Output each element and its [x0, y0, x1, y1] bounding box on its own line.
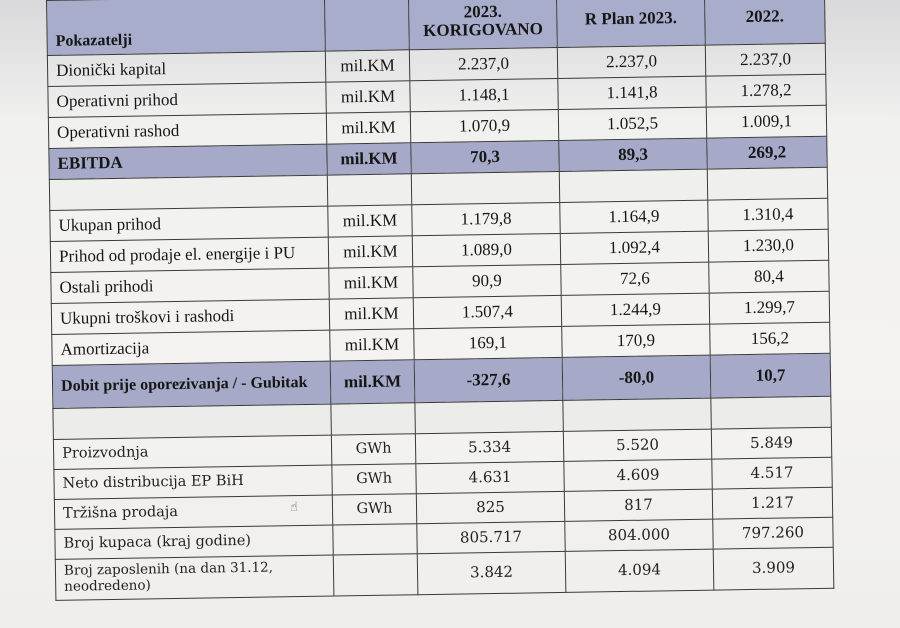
- value-plan-2023: 1.141,8: [558, 76, 706, 109]
- value-2022: 3.909: [713, 547, 834, 590]
- row-unit: GWh: [331, 434, 415, 465]
- value-plan-2023: 4.094: [565, 549, 714, 592]
- value-2023-corrected: 805.717: [417, 521, 565, 553]
- value-2023-corrected: 1.179,8: [412, 202, 560, 235]
- value-plan-2023: -80,0: [562, 355, 711, 400]
- value-2022: 5.849: [711, 427, 831, 459]
- hand-pointer-icon: ☝: [290, 500, 298, 515]
- header-2023-year: 2023.: [463, 1, 503, 22]
- row-label: Tržišna prodaja: [54, 495, 332, 529]
- value-plan-2023: 4.609: [564, 459, 712, 491]
- value-plan-2023: 1.052,5: [558, 107, 706, 140]
- row-label: Operativni prihod: [48, 82, 326, 117]
- value-2022: 80,4: [709, 260, 829, 293]
- value-2022: 797.260: [713, 517, 833, 549]
- value-plan-2023: 72,6: [561, 262, 709, 295]
- value-2023-corrected: 825: [416, 491, 564, 523]
- row-label: Dionički kapital: [47, 51, 325, 86]
- value-2022: 1.299,7: [709, 291, 829, 324]
- value-2022: 1.310,4: [708, 198, 828, 231]
- value-2022: 1.278,2: [706, 74, 826, 107]
- value-plan-2023: 1.244,9: [561, 293, 709, 326]
- value-2023-corrected: 70,3: [411, 140, 559, 173]
- row-unit: mil.KM: [329, 298, 413, 330]
- value-2022: 1.009,1: [706, 105, 826, 138]
- value-2023-corrected: 90,9: [413, 264, 561, 297]
- value-2023-corrected: 1.070,9: [410, 109, 558, 142]
- value-2022: 1.217: [712, 487, 832, 519]
- value-2022: 4.517: [712, 457, 832, 489]
- value-2022: 269,2: [707, 136, 827, 169]
- value-2023-corrected: 4.631: [416, 461, 564, 493]
- value-2022: 2.237,0: [705, 43, 825, 76]
- row-unit: GWh: [332, 464, 416, 495]
- value-2023-corrected: 1.148,1: [410, 78, 558, 111]
- row-unit: mil.KM: [328, 205, 412, 237]
- row-unit: mil.KM: [330, 329, 414, 361]
- row-unit: [333, 554, 418, 596]
- value-2022: 156,2: [710, 322, 830, 355]
- value-plan-2023: 2.237,0: [557, 45, 705, 78]
- value-2023-corrected: 1.089,0: [412, 233, 560, 266]
- financial-indicators-table: [46, 0, 834, 601]
- header-2022: 2022.: [704, 0, 825, 45]
- row-label: Ukupan prihod: [50, 206, 328, 241]
- header-2023-korigovano: KORIGOVANO: [423, 19, 543, 41]
- value-2023-corrected: 1.507,4: [413, 295, 561, 328]
- row-label: Neto distribucija EP BiH: [54, 465, 332, 499]
- value-plan-2023: 5.520: [563, 429, 711, 461]
- row-unit: mil.KM: [325, 50, 409, 82]
- row-label: EBITDA: [49, 144, 327, 179]
- row-unit: mil.KM: [330, 360, 415, 404]
- value-2022: 10,7: [710, 353, 831, 398]
- row-label: Broj zaposlenih (na dan 31.12, neodredeno): [55, 555, 334, 600]
- header-plan-2023: R Plan 2023.: [556, 0, 705, 47]
- row-label: Amortizacija: [52, 330, 330, 365]
- row-unit: [333, 524, 417, 555]
- value-plan-2023: 170,9: [562, 324, 710, 357]
- value-plan-2023: 804.000: [565, 519, 713, 551]
- row-label: Ostali prihodi: [51, 268, 329, 303]
- value-2023-corrected: -327,6: [414, 357, 563, 402]
- row-unit: mil.KM: [329, 267, 413, 299]
- row-unit: mil.KM: [326, 81, 410, 113]
- value-plan-2023: 1.092,4: [560, 231, 708, 264]
- header-indicators: Pokazatelji: [47, 0, 326, 55]
- value-plan-2023: 817: [564, 489, 712, 521]
- row-label: Dobit prije oporezivanja / - Gubitak: [52, 361, 331, 408]
- header-2023-corrected: [408, 0, 557, 50]
- value-2023-corrected: 3.842: [417, 551, 566, 594]
- value-2022: 1.230,0: [708, 229, 828, 262]
- row-label: Operativni rashod: [48, 113, 326, 148]
- row-label: Proizvodnja: [53, 435, 331, 469]
- row-unit: mil.KM: [327, 143, 411, 175]
- header-unit: [324, 0, 409, 51]
- value-2023-corrected: 5.334: [415, 431, 563, 463]
- row-unit: mil.KM: [326, 112, 410, 144]
- value-plan-2023: 89,3: [559, 138, 707, 171]
- value-plan-2023: 1.164,9: [560, 200, 708, 233]
- row-unit: GWh: [332, 494, 416, 525]
- value-2023-corrected: 169,1: [414, 326, 562, 359]
- value-2023-corrected: 2.237,0: [409, 47, 557, 80]
- row-label: Ukupni troškovi i rashodi: [51, 299, 329, 334]
- row-label: Broj kupaca (kraj godine): [55, 525, 333, 559]
- row-unit: mil.KM: [328, 236, 412, 268]
- row-label: Prihod od prodaje el. energije i PU: [50, 237, 328, 272]
